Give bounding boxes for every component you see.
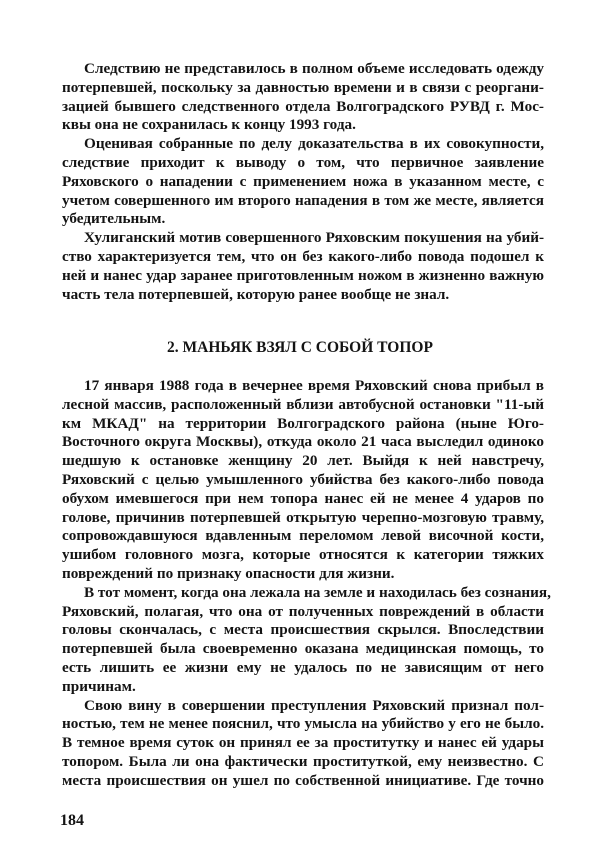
text-line: 17 января 1988 года в вечернее время Ряховский снова прибыл в	[84, 377, 544, 394]
text-line: зацией бывшего следственного отдела Волгоградского РУВД г. Мос-	[62, 97, 544, 115]
text-line: Оценивая собранные по делу доказательства в их совокупности,	[84, 135, 544, 153]
text-line: квы она не сохранилась к концу 1993 года.	[62, 116, 356, 134]
text-line: сопровождавшуюся вдавленным переломом левой височной кости,	[62, 527, 544, 545]
text-line: км МКАД" на территории Волгоградского района (ныне Юго-	[62, 414, 544, 432]
text-line: Хулиганский мотив совершенного Ряховским покушения на убий-	[84, 229, 544, 247]
text-line: часть тела потерпевшей, которую ранее вообще не знал.	[62, 285, 450, 303]
text-line: шедшую к остановке женщину 20 лет. Выйдя к ней навстречу,	[62, 452, 544, 470]
section-heading: 2. МАНЬЯК ВЗЯЛ С СОБОЙ ТОПОР	[167, 339, 433, 356]
page-number: 184	[60, 812, 84, 829]
text-line: обухом имевшегося при нем топора нанес ей не менее 4 ударов по	[62, 489, 544, 507]
paragraph	[62, 377, 544, 584]
text-line: лесной массив, расположенный вблизи автобусной остановки "11-ый	[62, 395, 544, 413]
text-line: ушибом головного мозга, которые относятся к категории тяжких	[62, 546, 544, 564]
paragraph	[62, 229, 544, 304]
text-block-bottom	[62, 377, 551, 791]
paragraph	[62, 583, 551, 697]
text-line: убедительным.	[62, 210, 166, 228]
text-line: головы скончалась, с места происшествия скрылся. Впоследствии	[62, 621, 544, 639]
text-line: Ряховского о нападении с применением ножа в указанном месте, с	[62, 172, 544, 190]
text-line: следствие приходит к выводу о том, что первичное заявление	[62, 153, 544, 171]
text-line: В тот момент, когда она лежала на земле и находилась без сознания,	[84, 583, 551, 601]
text-line: причинам.	[62, 677, 136, 695]
text-line: В темное время суток он принял ее за проститутку и нанес ей удары	[62, 734, 544, 752]
text-line: Следствию не представилось в полном объеме исследовать одежду	[84, 60, 544, 77]
paragraph	[62, 60, 544, 135]
text-line: потерпевшей, поскольку за давностью времени и в связи с реоргани-	[62, 78, 544, 96]
text-line: ство характеризуется тем, что он без какого-либо повода подошел к	[62, 247, 544, 265]
text-line: ней и нанес удар заранее приготовленным ножом в жизненно важную	[62, 266, 544, 284]
text-line: Ряховский с целью умышленного убийства без какого-либо повода	[62, 470, 544, 488]
text-line: повреждений по признаку опасности для жизни.	[62, 564, 395, 582]
text-line: ностью, тем не менее пояснил, что умысла на убийство у его не было.	[62, 715, 544, 733]
text-line: Свою вину в совершении преступления Ряховский признал пол-	[84, 696, 544, 714]
text-line: Восточного округа Москвы), откуда около 21 часа выследил одиноко	[62, 433, 544, 451]
text-line: учетом совершенного им второго нападения в том же месте, является	[62, 191, 544, 209]
text-line: топором. Была ли она фактически проституткой, ему неизвестно. С	[62, 752, 544, 770]
text-line: места происшествия он ушел по собственной инициативе. Где точно	[62, 771, 544, 789]
text-block-top	[62, 60, 544, 304]
text-line: есть лишить ее жизни ему не удалось по не зависящим от него	[62, 658, 544, 676]
paragraph	[62, 135, 544, 229]
paragraph	[62, 697, 544, 791]
text-line: голове, причинив потерпевшей открытую черепно-мозговую травму,	[62, 508, 544, 526]
text-line: Ряховский, полагая, что она от полученных повреждений в области	[62, 602, 544, 620]
text-line: потерпевшей была своевременно оказана медицинская помощь, то	[62, 640, 544, 658]
